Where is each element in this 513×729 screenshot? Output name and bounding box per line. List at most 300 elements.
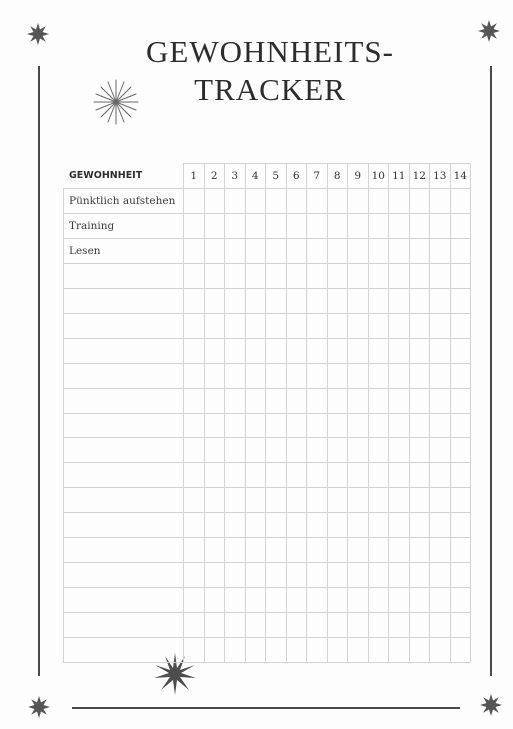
day-checkbox-cell[interactable] xyxy=(450,263,471,288)
table-row xyxy=(64,238,471,263)
day-checkbox-cell[interactable] xyxy=(307,413,328,438)
day-checkbox-cell[interactable] xyxy=(266,263,287,288)
day-checkbox-cell[interactable] xyxy=(245,338,266,363)
day-checkbox-cell[interactable] xyxy=(286,538,307,563)
day-checkbox-cell[interactable] xyxy=(389,538,410,563)
day-checkbox-cell[interactable] xyxy=(307,363,328,388)
day-checkbox-cell[interactable] xyxy=(327,538,348,563)
habit-name-cell[interactable]: Training xyxy=(64,213,184,238)
day-checkbox-cell[interactable] xyxy=(348,338,369,363)
day-checkbox-cell[interactable] xyxy=(184,238,205,263)
day-checkbox-cell[interactable] xyxy=(409,513,430,538)
day-checkbox-cell[interactable] xyxy=(368,613,389,638)
day-checkbox-cell[interactable] xyxy=(245,313,266,338)
day-checkbox-cell[interactable] xyxy=(225,288,246,313)
day-checkbox-cell[interactable] xyxy=(389,588,410,613)
day-checkbox-cell[interactable] xyxy=(430,313,451,338)
day-checkbox-cell[interactable] xyxy=(245,363,266,388)
day-checkbox-cell[interactable] xyxy=(184,538,205,563)
day-checkbox-cell[interactable] xyxy=(225,188,246,213)
day-checkbox-cell[interactable] xyxy=(389,188,410,213)
day-checkbox-cell[interactable] xyxy=(245,463,266,488)
day-checkbox-cell[interactable] xyxy=(348,238,369,263)
day-checkbox-cell[interactable] xyxy=(204,413,225,438)
day-checkbox-cell[interactable] xyxy=(327,513,348,538)
day-checkbox-cell[interactable] xyxy=(389,438,410,463)
day-checkbox-cell[interactable] xyxy=(368,338,389,363)
day-checkbox-cell[interactable] xyxy=(368,488,389,513)
day-checkbox-cell[interactable] xyxy=(307,388,328,413)
day-checkbox-cell[interactable] xyxy=(266,638,287,663)
day-checkbox-cell[interactable] xyxy=(204,388,225,413)
day-checkbox-cell[interactable] xyxy=(430,438,451,463)
day-checkbox-cell[interactable] xyxy=(286,638,307,663)
day-checkbox-cell[interactable] xyxy=(327,488,348,513)
day-checkbox-cell[interactable] xyxy=(430,388,451,413)
day-checkbox-cell[interactable] xyxy=(225,588,246,613)
day-checkbox-cell[interactable] xyxy=(450,238,471,263)
day-checkbox-cell[interactable] xyxy=(266,188,287,213)
day-checkbox-cell[interactable] xyxy=(225,638,246,663)
day-checkbox-cell[interactable] xyxy=(225,213,246,238)
day-checkbox-cell[interactable] xyxy=(225,438,246,463)
day-checkbox-cell[interactable] xyxy=(266,413,287,438)
day-checkbox-cell[interactable] xyxy=(348,513,369,538)
day-checkbox-cell[interactable] xyxy=(184,588,205,613)
day-checkbox-cell[interactable] xyxy=(368,638,389,663)
day-checkbox-cell[interactable] xyxy=(184,363,205,388)
day-checkbox-cell[interactable] xyxy=(389,313,410,338)
day-checkbox-cell[interactable] xyxy=(409,413,430,438)
day-checkbox-cell[interactable] xyxy=(225,563,246,588)
day-checkbox-cell[interactable] xyxy=(430,563,451,588)
day-checkbox-cell[interactable] xyxy=(389,263,410,288)
day-checkbox-cell[interactable] xyxy=(225,513,246,538)
day-checkbox-cell[interactable] xyxy=(327,213,348,238)
day-checkbox-cell[interactable] xyxy=(204,213,225,238)
day-checkbox-cell[interactable] xyxy=(204,613,225,638)
habit-name-cell[interactable]: Pünktlich aufstehen xyxy=(64,188,184,213)
table-row xyxy=(64,488,471,513)
day-checkbox-cell[interactable] xyxy=(225,238,246,263)
day-checkbox-cell[interactable] xyxy=(204,538,225,563)
day-checkbox-cell[interactable] xyxy=(245,613,266,638)
day-checkbox-cell[interactable] xyxy=(286,438,307,463)
day-checkbox-cell[interactable] xyxy=(327,413,348,438)
day-checkbox-cell[interactable] xyxy=(266,213,287,238)
day-checkbox-cell[interactable] xyxy=(245,438,266,463)
day-checkbox-cell[interactable] xyxy=(450,513,471,538)
day-checkbox-cell[interactable] xyxy=(204,238,225,263)
day-checkbox-cell[interactable] xyxy=(286,213,307,238)
day-checkbox-cell[interactable] xyxy=(430,188,451,213)
day-checkbox-cell[interactable] xyxy=(286,563,307,588)
habit-name-cell[interactable] xyxy=(64,588,184,613)
day-checkbox-cell[interactable] xyxy=(348,388,369,413)
day-checkbox-cell[interactable] xyxy=(184,338,205,363)
day-checkbox-cell[interactable] xyxy=(204,463,225,488)
habit-name-cell[interactable] xyxy=(64,363,184,388)
day-checkbox-cell[interactable] xyxy=(409,313,430,338)
day-checkbox-cell[interactable] xyxy=(184,488,205,513)
day-checkbox-cell[interactable] xyxy=(389,463,410,488)
day-checkbox-cell[interactable] xyxy=(450,288,471,313)
day-checkbox-cell[interactable] xyxy=(184,388,205,413)
day-checkbox-cell[interactable] xyxy=(225,363,246,388)
day-checkbox-cell[interactable] xyxy=(245,188,266,213)
day-checkbox-cell[interactable] xyxy=(307,588,328,613)
habit-name-cell[interactable] xyxy=(64,263,184,288)
day-checkbox-cell[interactable] xyxy=(450,538,471,563)
day-checkbox-cell[interactable] xyxy=(307,188,328,213)
day-checkbox-cell[interactable] xyxy=(307,288,328,313)
day-checkbox-cell[interactable] xyxy=(368,363,389,388)
day-checkbox-cell[interactable] xyxy=(348,263,369,288)
day-checkbox-cell[interactable] xyxy=(307,313,328,338)
day-checkbox-cell[interactable] xyxy=(450,313,471,338)
day-header: 4 xyxy=(245,164,266,189)
day-checkbox-cell[interactable] xyxy=(225,613,246,638)
day-checkbox-cell[interactable] xyxy=(286,188,307,213)
habit-name-cell[interactable] xyxy=(64,463,184,488)
day-checkbox-cell[interactable] xyxy=(450,388,471,413)
day-checkbox-cell[interactable] xyxy=(286,388,307,413)
day-checkbox-cell[interactable] xyxy=(430,463,451,488)
day-checkbox-cell[interactable] xyxy=(286,588,307,613)
day-checkbox-cell[interactable] xyxy=(327,463,348,488)
day-checkbox-cell[interactable] xyxy=(184,563,205,588)
day-checkbox-cell[interactable] xyxy=(184,313,205,338)
day-checkbox-cell[interactable] xyxy=(245,388,266,413)
day-checkbox-cell[interactable] xyxy=(450,463,471,488)
habit-name-cell[interactable] xyxy=(64,538,184,563)
day-checkbox-cell[interactable] xyxy=(266,538,287,563)
day-checkbox-cell[interactable] xyxy=(307,613,328,638)
day-checkbox-cell[interactable] xyxy=(368,188,389,213)
day-checkbox-cell[interactable] xyxy=(266,488,287,513)
day-checkbox-cell[interactable] xyxy=(327,638,348,663)
page-title xyxy=(100,33,440,109)
day-checkbox-cell[interactable] xyxy=(348,488,369,513)
table-row xyxy=(64,588,471,613)
day-checkbox-cell[interactable] xyxy=(225,413,246,438)
day-checkbox-cell[interactable] xyxy=(327,438,348,463)
habit-column-header: GEWOHNHEIT xyxy=(64,164,184,189)
day-checkbox-cell[interactable] xyxy=(409,338,430,363)
day-checkbox-cell[interactable] xyxy=(286,338,307,363)
day-checkbox-cell[interactable] xyxy=(204,438,225,463)
day-checkbox-cell[interactable] xyxy=(245,513,266,538)
day-checkbox-cell[interactable] xyxy=(286,288,307,313)
day-checkbox-cell[interactable] xyxy=(286,513,307,538)
day-checkbox-cell[interactable] xyxy=(409,563,430,588)
day-checkbox-cell[interactable] xyxy=(389,363,410,388)
day-checkbox-cell[interactable] xyxy=(368,288,389,313)
day-checkbox-cell[interactable] xyxy=(430,513,451,538)
day-checkbox-cell[interactable] xyxy=(368,238,389,263)
day-checkbox-cell[interactable] xyxy=(368,513,389,538)
day-checkbox-cell[interactable] xyxy=(348,588,369,613)
day-checkbox-cell[interactable] xyxy=(245,213,266,238)
table-header-row xyxy=(64,164,471,189)
day-checkbox-cell[interactable] xyxy=(368,263,389,288)
day-checkbox-cell[interactable] xyxy=(184,438,205,463)
day-checkbox-cell[interactable] xyxy=(409,638,430,663)
day-checkbox-cell[interactable] xyxy=(348,363,369,388)
day-checkbox-cell[interactable] xyxy=(266,438,287,463)
habit-name-cell[interactable] xyxy=(64,338,184,363)
day-checkbox-cell[interactable] xyxy=(430,538,451,563)
star-icon xyxy=(477,19,501,43)
day-checkbox-cell[interactable] xyxy=(225,263,246,288)
day-checkbox-cell[interactable] xyxy=(327,563,348,588)
day-checkbox-cell[interactable] xyxy=(368,588,389,613)
day-checkbox-cell[interactable] xyxy=(348,213,369,238)
day-checkbox-cell[interactable] xyxy=(204,563,225,588)
day-checkbox-cell[interactable] xyxy=(327,188,348,213)
habit-name-cell[interactable] xyxy=(64,638,184,663)
day-checkbox-cell[interactable] xyxy=(245,638,266,663)
day-checkbox-cell[interactable] xyxy=(307,638,328,663)
day-checkbox-cell[interactable] xyxy=(368,438,389,463)
day-checkbox-cell[interactable] xyxy=(204,363,225,388)
day-checkbox-cell[interactable] xyxy=(266,313,287,338)
day-checkbox-cell[interactable] xyxy=(184,638,205,663)
day-checkbox-cell[interactable] xyxy=(245,563,266,588)
day-checkbox-cell[interactable] xyxy=(245,588,266,613)
day-checkbox-cell[interactable] xyxy=(389,413,410,438)
day-checkbox-cell[interactable] xyxy=(184,263,205,288)
day-checkbox-cell[interactable] xyxy=(204,638,225,663)
day-checkbox-cell[interactable] xyxy=(266,613,287,638)
day-checkbox-cell[interactable] xyxy=(430,588,451,613)
table-row xyxy=(64,313,471,338)
day-checkbox-cell[interactable] xyxy=(204,188,225,213)
day-checkbox-cell[interactable] xyxy=(307,488,328,513)
day-checkbox-cell[interactable] xyxy=(286,463,307,488)
day-checkbox-cell[interactable] xyxy=(327,238,348,263)
day-checkbox-cell[interactable] xyxy=(430,613,451,638)
day-checkbox-cell[interactable] xyxy=(266,388,287,413)
day-checkbox-cell[interactable] xyxy=(245,538,266,563)
day-checkbox-cell[interactable] xyxy=(368,313,389,338)
day-checkbox-cell[interactable] xyxy=(430,488,451,513)
day-checkbox-cell[interactable] xyxy=(184,213,205,238)
day-checkbox-cell[interactable] xyxy=(430,413,451,438)
day-checkbox-cell[interactable] xyxy=(307,538,328,563)
day-checkbox-cell[interactable] xyxy=(204,513,225,538)
day-checkbox-cell[interactable] xyxy=(409,288,430,313)
day-checkbox-cell[interactable] xyxy=(409,388,430,413)
day-checkbox-cell[interactable] xyxy=(430,213,451,238)
day-checkbox-cell[interactable] xyxy=(409,438,430,463)
habit-name-cell[interactable] xyxy=(64,563,184,588)
day-checkbox-cell[interactable] xyxy=(286,313,307,338)
day-checkbox-cell[interactable] xyxy=(430,338,451,363)
day-checkbox-cell[interactable] xyxy=(348,413,369,438)
day-checkbox-cell[interactable] xyxy=(409,613,430,638)
day-checkbox-cell[interactable] xyxy=(327,588,348,613)
day-checkbox-cell[interactable] xyxy=(266,588,287,613)
day-checkbox-cell[interactable] xyxy=(266,363,287,388)
habit-name-cell[interactable] xyxy=(64,613,184,638)
habit-name-cell[interactable] xyxy=(64,388,184,413)
day-checkbox-cell[interactable] xyxy=(307,438,328,463)
day-checkbox-cell[interactable] xyxy=(430,363,451,388)
day-header: 11 xyxy=(389,164,410,189)
day-checkbox-cell[interactable] xyxy=(430,238,451,263)
day-checkbox-cell[interactable] xyxy=(307,263,328,288)
day-checkbox-cell[interactable] xyxy=(184,413,205,438)
habit-name-cell[interactable] xyxy=(64,438,184,463)
day-checkbox-cell[interactable] xyxy=(450,613,471,638)
day-checkbox-cell[interactable] xyxy=(389,563,410,588)
day-checkbox-cell[interactable] xyxy=(409,463,430,488)
day-checkbox-cell[interactable] xyxy=(430,263,451,288)
day-checkbox-cell[interactable] xyxy=(245,288,266,313)
day-checkbox-cell[interactable] xyxy=(225,538,246,563)
day-checkbox-cell[interactable] xyxy=(245,263,266,288)
day-checkbox-cell[interactable] xyxy=(450,363,471,388)
day-checkbox-cell[interactable] xyxy=(409,538,430,563)
day-checkbox-cell[interactable] xyxy=(409,238,430,263)
day-checkbox-cell[interactable] xyxy=(348,463,369,488)
day-header: 1 xyxy=(184,164,205,189)
day-checkbox-cell[interactable] xyxy=(450,438,471,463)
habit-name-cell[interactable] xyxy=(64,413,184,438)
day-checkbox-cell[interactable] xyxy=(307,513,328,538)
day-checkbox-cell[interactable] xyxy=(348,638,369,663)
day-checkbox-cell[interactable] xyxy=(327,388,348,413)
day-checkbox-cell[interactable] xyxy=(368,213,389,238)
day-checkbox-cell[interactable] xyxy=(245,413,266,438)
day-checkbox-cell[interactable] xyxy=(409,213,430,238)
day-checkbox-cell[interactable] xyxy=(389,238,410,263)
table-row xyxy=(64,513,471,538)
day-checkbox-cell[interactable] xyxy=(204,288,225,313)
day-checkbox-cell[interactable] xyxy=(450,338,471,363)
day-checkbox-cell[interactable] xyxy=(307,338,328,363)
day-checkbox-cell[interactable] xyxy=(348,538,369,563)
day-checkbox-cell[interactable] xyxy=(348,188,369,213)
day-checkbox-cell[interactable] xyxy=(266,288,287,313)
day-checkbox-cell[interactable] xyxy=(307,213,328,238)
day-checkbox-cell[interactable] xyxy=(286,263,307,288)
day-checkbox-cell[interactable] xyxy=(286,488,307,513)
day-checkbox-cell[interactable] xyxy=(389,213,410,238)
day-checkbox-cell[interactable] xyxy=(204,313,225,338)
day-checkbox-cell[interactable] xyxy=(184,188,205,213)
day-checkbox-cell[interactable] xyxy=(327,363,348,388)
day-checkbox-cell[interactable] xyxy=(327,338,348,363)
day-checkbox-cell[interactable] xyxy=(389,388,410,413)
day-checkbox-cell[interactable] xyxy=(409,188,430,213)
day-checkbox-cell[interactable] xyxy=(204,263,225,288)
day-checkbox-cell[interactable] xyxy=(286,238,307,263)
day-checkbox-cell[interactable] xyxy=(204,588,225,613)
day-checkbox-cell[interactable] xyxy=(286,413,307,438)
day-checkbox-cell[interactable] xyxy=(450,638,471,663)
day-checkbox-cell[interactable] xyxy=(327,613,348,638)
day-checkbox-cell[interactable] xyxy=(245,238,266,263)
day-checkbox-cell[interactable] xyxy=(450,588,471,613)
day-checkbox-cell[interactable] xyxy=(225,488,246,513)
day-checkbox-cell[interactable] xyxy=(450,488,471,513)
day-checkbox-cell[interactable] xyxy=(327,263,348,288)
day-checkbox-cell[interactable] xyxy=(266,338,287,363)
day-checkbox-cell[interactable] xyxy=(204,488,225,513)
day-checkbox-cell[interactable] xyxy=(389,488,410,513)
day-checkbox-cell[interactable] xyxy=(266,463,287,488)
day-checkbox-cell[interactable] xyxy=(368,538,389,563)
day-checkbox-cell[interactable] xyxy=(450,413,471,438)
day-checkbox-cell[interactable] xyxy=(389,613,410,638)
day-checkbox-cell[interactable] xyxy=(266,563,287,588)
day-checkbox-cell[interactable] xyxy=(184,613,205,638)
day-checkbox-cell[interactable] xyxy=(409,588,430,613)
day-checkbox-cell[interactable] xyxy=(430,638,451,663)
day-checkbox-cell[interactable] xyxy=(348,563,369,588)
day-header: 5 xyxy=(266,164,287,189)
day-checkbox-cell[interactable] xyxy=(204,338,225,363)
day-checkbox-cell[interactable] xyxy=(430,288,451,313)
day-checkbox-cell[interactable] xyxy=(368,413,389,438)
day-checkbox-cell[interactable] xyxy=(286,363,307,388)
day-checkbox-cell[interactable] xyxy=(348,313,369,338)
day-checkbox-cell[interactable] xyxy=(450,563,471,588)
day-checkbox-cell[interactable] xyxy=(225,388,246,413)
star-icon xyxy=(479,693,503,717)
day-checkbox-cell[interactable] xyxy=(225,313,246,338)
day-checkbox-cell[interactable] xyxy=(389,288,410,313)
habit-name-cell[interactable] xyxy=(64,513,184,538)
day-checkbox-cell[interactable] xyxy=(245,488,266,513)
day-checkbox-cell[interactable] xyxy=(327,288,348,313)
day-checkbox-cell[interactable] xyxy=(286,613,307,638)
day-checkbox-cell[interactable] xyxy=(184,288,205,313)
day-checkbox-cell[interactable] xyxy=(327,313,348,338)
day-checkbox-cell[interactable] xyxy=(348,438,369,463)
habit-name-cell[interactable]: Lesen xyxy=(64,238,184,263)
day-checkbox-cell[interactable] xyxy=(368,388,389,413)
day-checkbox-cell[interactable] xyxy=(307,563,328,588)
day-checkbox-cell[interactable] xyxy=(184,513,205,538)
habit-name-cell[interactable] xyxy=(64,288,184,313)
day-checkbox-cell[interactable] xyxy=(225,463,246,488)
day-checkbox-cell[interactable] xyxy=(450,188,471,213)
day-checkbox-cell[interactable] xyxy=(307,463,328,488)
habit-name-cell[interactable] xyxy=(64,488,184,513)
day-checkbox-cell[interactable] xyxy=(389,338,410,363)
day-checkbox-cell[interactable] xyxy=(266,238,287,263)
day-checkbox-cell[interactable] xyxy=(409,363,430,388)
day-checkbox-cell[interactable] xyxy=(368,563,389,588)
day-checkbox-cell[interactable] xyxy=(389,513,410,538)
day-checkbox-cell[interactable] xyxy=(225,338,246,363)
day-checkbox-cell[interactable] xyxy=(184,463,205,488)
day-checkbox-cell[interactable] xyxy=(409,488,430,513)
day-checkbox-cell[interactable] xyxy=(368,463,389,488)
day-checkbox-cell[interactable] xyxy=(409,263,430,288)
habit-name-cell[interactable] xyxy=(64,313,184,338)
table-row xyxy=(64,463,471,488)
day-checkbox-cell[interactable] xyxy=(389,638,410,663)
day-checkbox-cell[interactable] xyxy=(450,213,471,238)
day-checkbox-cell[interactable] xyxy=(307,238,328,263)
day-checkbox-cell[interactable] xyxy=(348,613,369,638)
day-checkbox-cell[interactable] xyxy=(348,288,369,313)
day-checkbox-cell[interactable] xyxy=(266,513,287,538)
